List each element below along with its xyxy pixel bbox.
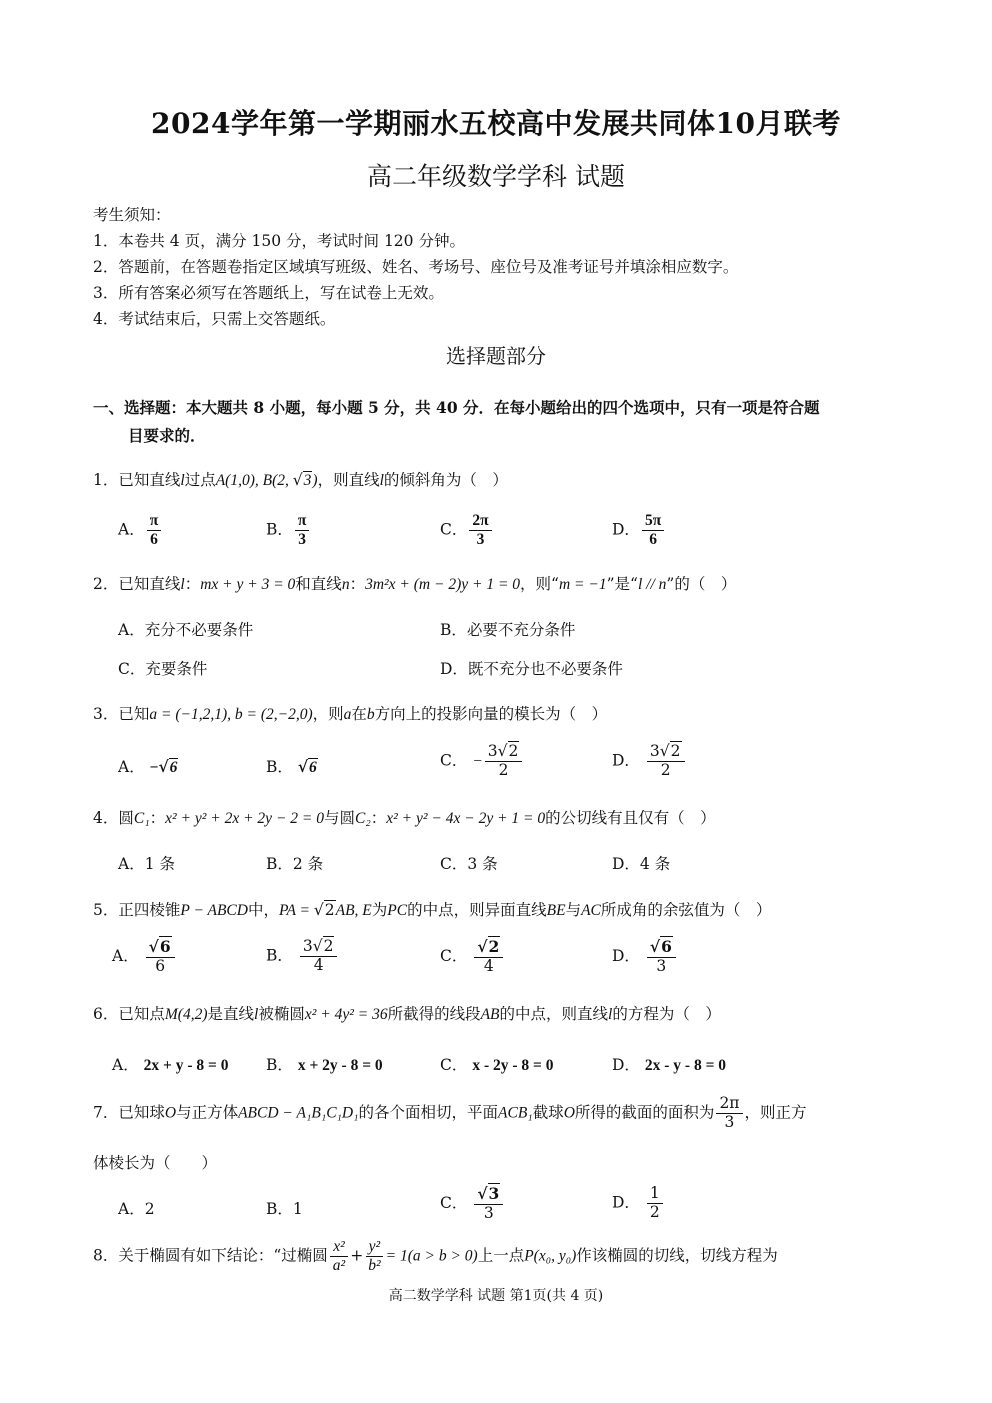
question-8: 8．关于椭圆有如下结论：“过椭圆 $\frac{\text{x²}}{\text{a²}}$ + $\frac{\text{y²}}{\text{b²}}$ = 1(a > b > 0)上一点P(x₀, y₀)作该椭圆的切线，切线方程为 <box>93 1238 778 1274</box>
q2-eq1: mx + y + 3 = 0 <box>200 576 296 593</box>
q2-option-b[interactable]: B．必要不充分条件 <box>440 621 576 639</box>
q3-option-d[interactable]: D． $\frac{3√2}{2}$ <box>612 743 687 780</box>
q1-var-l2: l <box>379 472 384 489</box>
question-4: 4．圆C₁：x² + y² + 2x + 2y − 2 = 0与圆C₂：x² + y² − 4x − 2y + 1 = 0的公切线有且仅有（ ） <box>93 809 716 827</box>
question-7: 7．已知球O与正方体ABCD − A₁B₁C₁D₁的各个面相切，平面ACB₁截球O所得的截面的面积为 $\frac{2\pi}{3}$ ，则正方 <box>93 1094 807 1131</box>
question-1 <box>93 468 508 490</box>
q1-option-d[interactable]: D． $\frac{5\pi}{6}$ <box>612 512 666 549</box>
exam-subtitle: 高二年级数学学科 试题 <box>367 162 625 191</box>
section-title: 选择题部分 <box>446 344 546 368</box>
q3-option-b[interactable]: B． √6 <box>266 757 317 776</box>
q7-option-c[interactable]: C． $\frac{√3}{3}$ <box>440 1185 505 1223</box>
notice-item-2: 2．答题前，在答题卷指定区域填写班级、姓名、考场号、座位号及准考证号并填涂相应数字。 <box>93 258 739 276</box>
q2-eq2: 3m²x + (m − 2)y + 1 = 0 <box>365 576 521 593</box>
q7-option-d[interactable]: D． $\frac{1}{2}$ <box>612 1185 665 1222</box>
q5-option-d[interactable]: D． $\frac{√6}{3}$ <box>612 938 678 976</box>
q5-option-b[interactable]: B． $\frac{3√2}{4}$ <box>266 938 339 975</box>
section-instruction-line1: 一、选择题：本大题共 8 小题，每小题 5 分，共 40 分．在每小题给出的四个选项中，只有一项是符合题 <box>93 398 820 417</box>
q2-option-c[interactable]: C．充要条件 <box>118 660 208 678</box>
q1-option-b[interactable]: B． $\frac{\pi}{3}$ <box>266 512 311 549</box>
q1-text-b: 过点 <box>184 471 216 489</box>
q1-option-a[interactable]: A． $\frac{\pi}{6}$ <box>118 512 163 549</box>
q4-option-d[interactable]: D．4 条 <box>612 855 671 873</box>
q7-option-a[interactable]: A．2 <box>118 1200 155 1218</box>
q4-option-c[interactable]: C．3 条 <box>440 855 498 873</box>
section-instruction-line2: 目要求的． <box>128 426 206 445</box>
q1-text-c: ，则直线 <box>317 471 380 489</box>
q1-text-d: 的倾斜角为（ ） <box>383 471 508 489</box>
q1-var-l: l <box>180 472 185 489</box>
q5-option-c[interactable]: C． $\frac{√2}{4}$ <box>440 938 505 976</box>
q6-option-c[interactable]: C． x - 2y - 8 = 0 <box>440 1056 554 1074</box>
q4-option-a[interactable]: A．1 条 <box>118 855 175 873</box>
q6-option-d[interactable]: D． 2x - y - 8 = 0 <box>612 1056 727 1074</box>
q2-option-d[interactable]: D．既不充分也不必要条件 <box>440 660 623 678</box>
notice-item-4: 4．考试结束后，只需上交答题纸。 <box>93 310 336 328</box>
q7-option-b[interactable]: B．1 <box>266 1200 303 1218</box>
q6-option-b[interactable]: B． x + 2y - 8 = 0 <box>266 1056 383 1074</box>
q5-option-a[interactable]: A． $\frac{√6}{6}$ <box>112 938 177 976</box>
q1-points: A(1,0), B(2, <box>215 472 293 489</box>
question-6: 6．已知点M(4,2)是直线l被椭圆x² + 4y² = 36所截得的线段AB的中点，则直线l的方程为（ ） <box>93 1005 721 1023</box>
q1-points-end: ) <box>312 472 318 489</box>
question-7-line2: 体棱长为（ ） <box>93 1154 218 1172</box>
q4-option-b[interactable]: B．2 条 <box>266 855 324 873</box>
q3-vectors: a = (−1,2,1), b = (2,−2,0) <box>149 706 313 723</box>
notice-item-1: 1．本卷共 4 页，满分 150 分，考试时间 120 分钟。 <box>93 232 465 250</box>
q4-eq2: x² + y² − 4x − 2y + 1 = 0 <box>386 810 546 827</box>
question-3: 3．已知a = (−1,2,1), b = (2,−2,0)，则a在b方向上的投影向量的模长为（ ） <box>93 705 608 723</box>
q6-option-a[interactable]: A． 2x + y - 8 = 0 <box>112 1056 229 1074</box>
q2-option-a[interactable]: A．充分不必要条件 <box>118 621 254 639</box>
q1-text-a: 1．已知直线 <box>93 471 181 489</box>
q3-option-a[interactable]: A． −√6 <box>118 757 178 776</box>
q4-eq1: x² + y² + 2x + 2y − 2 = 0 <box>165 810 324 827</box>
question-2: 2．已知直线l：mx + y + 3 = 0和直线n：3m²x + (m − 2)y + 1 = 0，则“m = −1”是“l // n”的（ ） <box>93 575 737 593</box>
q1-option-c[interactable]: C． $\frac{2\pi}{3}$ <box>440 512 494 549</box>
page-footer: 高二数学学科 试题 第1页(共 4 页) <box>388 1288 604 1304</box>
notice-item-3: 3．所有答案必须写在答题纸上，写在试卷上无效。 <box>93 284 444 302</box>
question-5: 5．正四棱锥P − ABCD中，PA = √2AB, E为PC的中点，则异面直线BE与AC所成角的余弦值为（ ） <box>93 901 772 919</box>
exam-title: 2024学年第一学期丽水五校高中发展共同体10月联考 <box>151 107 841 140</box>
notice-heading: 考生须知： <box>93 206 171 224</box>
q3-option-c[interactable]: C． − $\frac{3√2}{2}$ <box>440 743 524 780</box>
q1-sqrt: √3 <box>292 471 312 489</box>
